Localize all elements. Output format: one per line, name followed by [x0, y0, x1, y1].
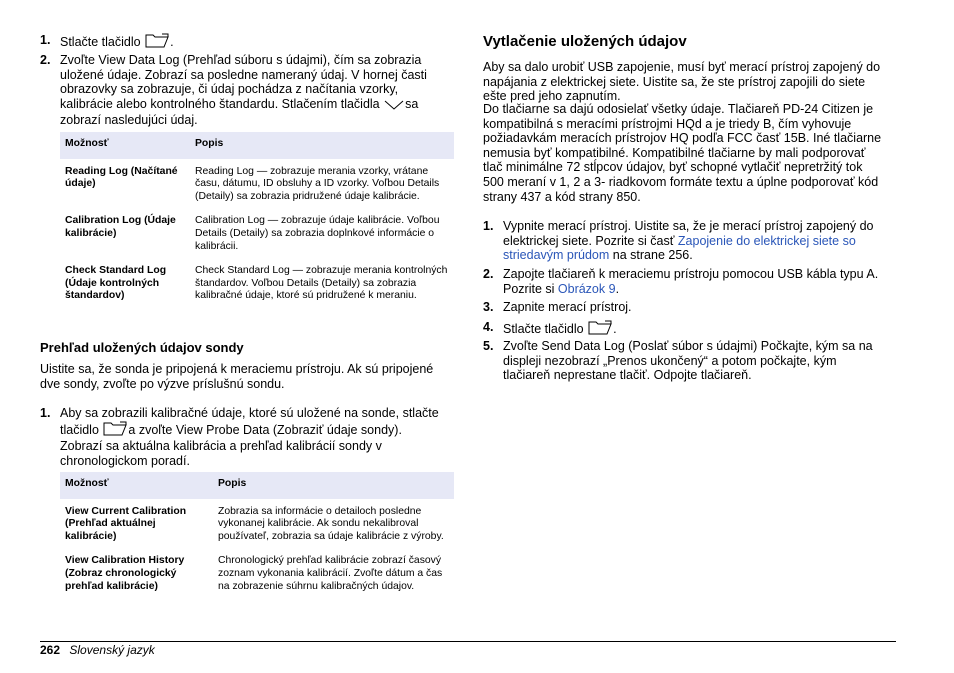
- print-step-5-text: Zvoľte Send Data Log (Poslať súbor s údajmi) Počkajte, kým sa na displeji nezobrazí „Prenos ukončený“ a potom počkajte, kým tlačiareň neprestane tlačiť. Odpojte tlačiareň.: [503, 339, 873, 383]
- step-number: 2.: [40, 53, 51, 67]
- table-row: [60, 549, 454, 599]
- print-step-4-text: Stlačte tlačidlo .: [503, 320, 617, 339]
- step-number: 5.: [483, 339, 494, 353]
- step-2-text: Zvoľte View Data Log (Prehľad súboru s údajmi), čím sa zobrazia uložené údaje. Zobrazí sa posledne nameraný údaj. V hornej časti obrazovky sa zobrazuje, či údaj pochádza z načítania vzorky, kalibrácie alebo kontrolného štandardu. Stlačením tlačidla sa zobrazí nasledujúci údaj.: [60, 53, 427, 128]
- print-step-1-text: Vypnite merací prístroj. Uistite sa, že je merací prístroj zapojený do elektrickej siete. Pozrite si časť Zapojenie do elektrickej siete so striedavým prúdom na strane 256.: [503, 219, 874, 263]
- table-cell-option: View Current Calibration (Prehľad aktuálnej kalibrácie): [65, 505, 187, 542]
- table-header-description: Popis: [213, 472, 454, 499]
- table-row: [60, 209, 454, 259]
- options-table-probe-data: [60, 472, 454, 599]
- print-paragraph-2: Do tlačiarne sa dajú odosielať všetky údaje. Tlačiareň PD-24 Citizen je kompatibilná s meracími prístrojmi HQd a je triedy B, čím vyhovuje požiadavkám meracích prístrojov HQ podľa FCC časť 15B. Iné tlačiarne nemusia byť kompatibilné. Kompatibilné tlačiarne by mali podporovať tlač minimálne 72 stĺpcov údajov, byť schopné vytlačiť nepretržitý tok 500 meraní v 1, 2 a 3- riadkovom formáte textu a úplne podporovať kód strany 437 a kód strany 850.: [483, 102, 882, 204]
- probe-step-1-text: Aby sa zobrazili kalibračné údaje, ktoré sú uložené na sonde, stlačte tlačidlo a zvoľte View Probe Data (Zobraziť údaje sondy). Zobrazí sa aktuálna kalibrácia a prehľad kalibrácií sondy v chronologickom poradí.: [60, 406, 439, 468]
- table-cell-description: Check Standard Log — zobrazuje merania kontrolných štandardov. Voľbou Details (Detaily) sa zobrazia kalibračné údaje, ktoré sú pridružené k meraniu.: [195, 265, 448, 302]
- table-cell-option: View Calibration History (Zobraz chronologický prehľad kalibrácie): [65, 555, 185, 592]
- step-number: 3.: [483, 300, 494, 314]
- folder-key-icon: [103, 421, 127, 440]
- down-arrow-key-icon: [384, 99, 404, 114]
- probe-intro-paragraph: Uistite sa, že sonda je pripojená k meraciemu prístroju. Ak sú pripojené dve sondy, zvoľte po výzve príslušnú sondu.: [40, 362, 434, 391]
- footer-language: Slovenský jazyk: [69, 643, 155, 657]
- print-paragraph-1: Aby sa dalo urobiť USB zapojenie, musí byť merací prístroj zapojený do napájania z elektrickej siete. Uistite sa, že ste prístroj zapojili do siete ešte pred jeho zapnutím.: [483, 60, 881, 104]
- table-cell-option: Reading Log (Načítané údaje): [65, 165, 178, 190]
- options-table-data-log: [60, 132, 454, 309]
- footer-divider: [40, 641, 896, 642]
- step-1-text: Stlačte tlačidlo .: [60, 33, 174, 52]
- table-cell-description: Calibration Log — zobrazuje údaje kalibrácie. Voľbou Details (Detaily) sa zobrazia doplnkové informácie o kalibrácii.: [195, 215, 440, 252]
- step-number: 4.: [483, 320, 494, 334]
- table-cell-description: Zobrazia sa informácie o detailoch posledne vykonanej kalibrácie. Ak sondu nekalibroval používateľ, zobrazia sa údaje kalibrácie z výroby.: [218, 505, 444, 542]
- section-heading-probe-data: Prehľad uložených údajov sondy: [40, 340, 244, 355]
- table-cell-description: Reading Log — zobrazuje merania vzorky, vrátane času, dátumu, ID obsluhy a ID vzorky. Voľbou Details (Detaily) sa zobrazia pridružené údaje kalibrácie.: [195, 165, 440, 202]
- link-power-connection-cont[interactable]: striedavým prúdom: [503, 248, 610, 263]
- table-header-row: [60, 472, 454, 499]
- page-footer: [40, 643, 155, 657]
- folder-key-icon: [145, 33, 169, 52]
- table-cell-description: Chronologický prehľad kalibrácie zobrazí časový zoznam vykonania kalibrácií. Zvoľte dátum a čas na zobrazenie súhrnu kalibračných údajov.: [218, 555, 443, 592]
- step-number: 1.: [483, 219, 494, 233]
- step-number: 1.: [40, 406, 51, 420]
- link-power-connection[interactable]: Zapojenie do elektrickej siete so: [677, 233, 856, 248]
- table-row: [60, 159, 454, 210]
- table-row: [60, 499, 454, 550]
- step-number: 2.: [483, 267, 494, 281]
- table-header-option: Možnosť: [60, 132, 190, 159]
- table-header-row: [60, 132, 454, 159]
- section-heading-print: Vytlačenie uložených údajov: [483, 33, 687, 50]
- folder-key-icon: [588, 320, 612, 339]
- print-step-3-text: Zapnite merací prístroj.: [503, 300, 632, 314]
- link-figure-9[interactable]: Obrázok 9: [557, 281, 616, 296]
- table-header-option: Možnosť: [60, 472, 213, 499]
- page-number: 262: [40, 643, 61, 657]
- step-number: 1.: [40, 33, 51, 47]
- print-step-2-text: Zapojte tlačiareň k meraciemu prístroju pomocou USB kábla typu A. Pozrite si Obrázok 9.: [503, 267, 879, 296]
- table-header-description: Popis: [190, 132, 454, 159]
- table-cell-option: Check Standard Log (Údaje kontrolných štandardov): [65, 265, 167, 302]
- table-row: [60, 259, 454, 309]
- table-cell-option: Calibration Log (Údaje kalibrácie): [65, 215, 176, 239]
